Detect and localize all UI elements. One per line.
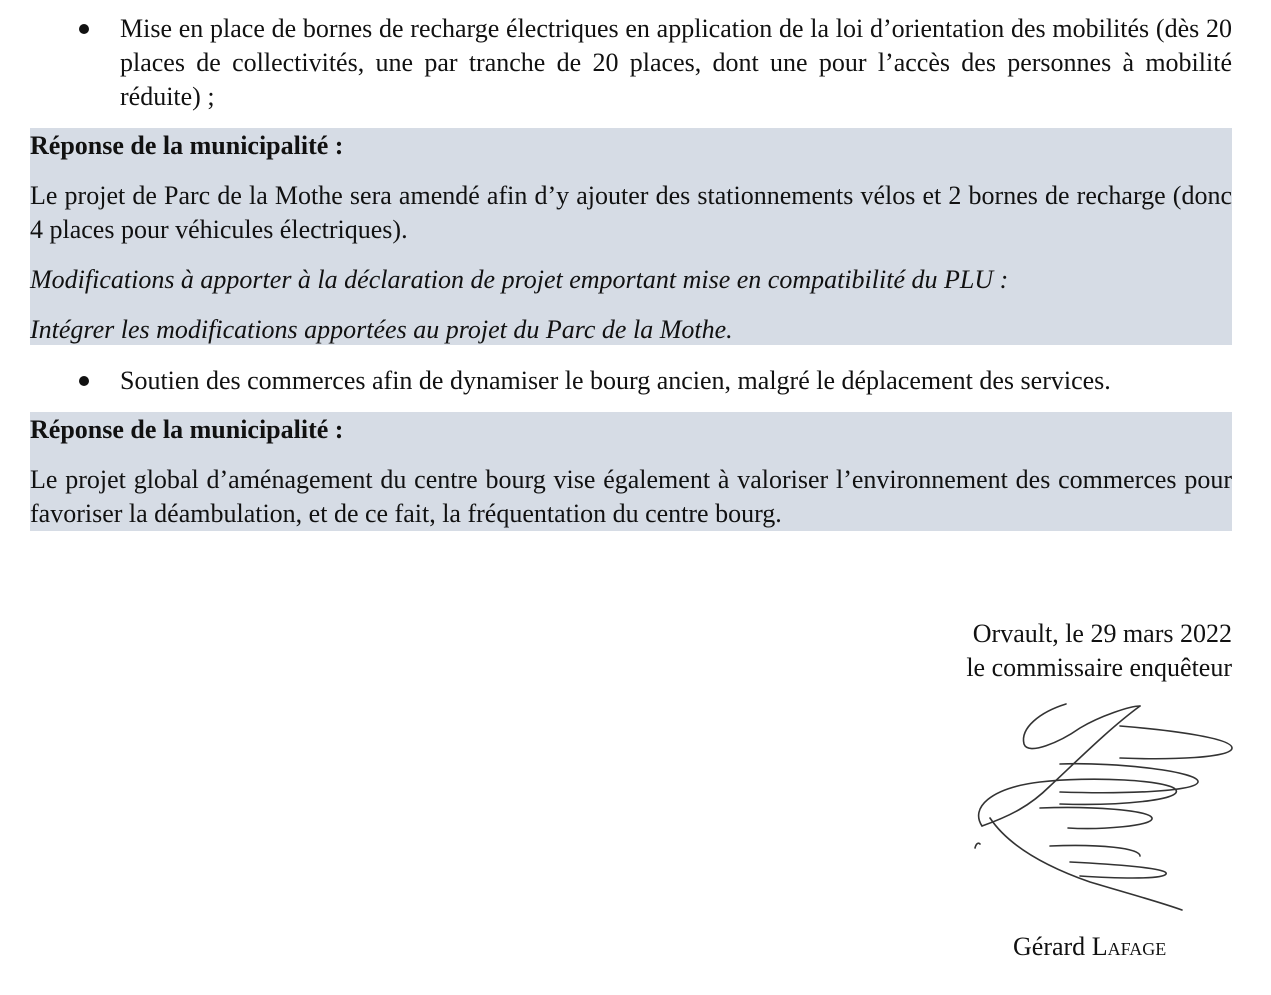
municipality-response-2 — [30, 412, 1232, 531]
signature-block — [966, 617, 1232, 685]
bullet-icon — [74, 12, 94, 46]
modifications-heading: Modifications à apporter à la déclaration de projet emportant mise en compatibilité du PLU : — [30, 265, 1009, 294]
municipality-response-1 — [30, 128, 1232, 345]
signer-name — [1013, 930, 1166, 964]
document-page — [30, 12, 1232, 531]
response-title: Réponse de la municipalité : — [30, 415, 344, 444]
signer-last-name: Lafage — [1091, 932, 1167, 961]
response-body: Le projet global d’aménagement du centre bourg vise également à valoriser l’environnement des commerces pour favoriser la déambulation, et de ce fait, la fréquentation du centre bourg. — [30, 465, 1232, 528]
bullet-item-2 — [30, 364, 1232, 398]
place-date: Orvault, le 29 mars 2022 — [972, 619, 1232, 648]
bullet-text: Soutien des commerces afin de dynamiser le bourg ancien, malgré le déplacement des services. — [120, 366, 1111, 395]
signer-first-name: Gérard — [1013, 932, 1086, 961]
response-body: Le projet de Parc de la Mothe sera amendé afin d’y ajouter des stationnements vélos et 2 bornes de recharge (donc 4 places pour véhicules électriques). — [30, 181, 1232, 244]
handwritten-signature — [970, 698, 1238, 916]
bullet-text: Mise en place de bornes de recharge électriques en application de la loi d’orientation des mobilités (dès 20 places de collectivités, une par tranche de 20 places, dont une pour l’accès des personnes à mobilité réduite) ; — [120, 14, 1232, 111]
bullet-icon — [74, 364, 94, 398]
signer-role: le commissaire enquêteur — [966, 653, 1232, 682]
response-title: Réponse de la municipalité : — [30, 131, 344, 160]
modifications-text: Intégrer les modifications apportées au projet du Parc de la Mothe. — [30, 315, 733, 344]
bullet-item-1 — [30, 12, 1232, 114]
